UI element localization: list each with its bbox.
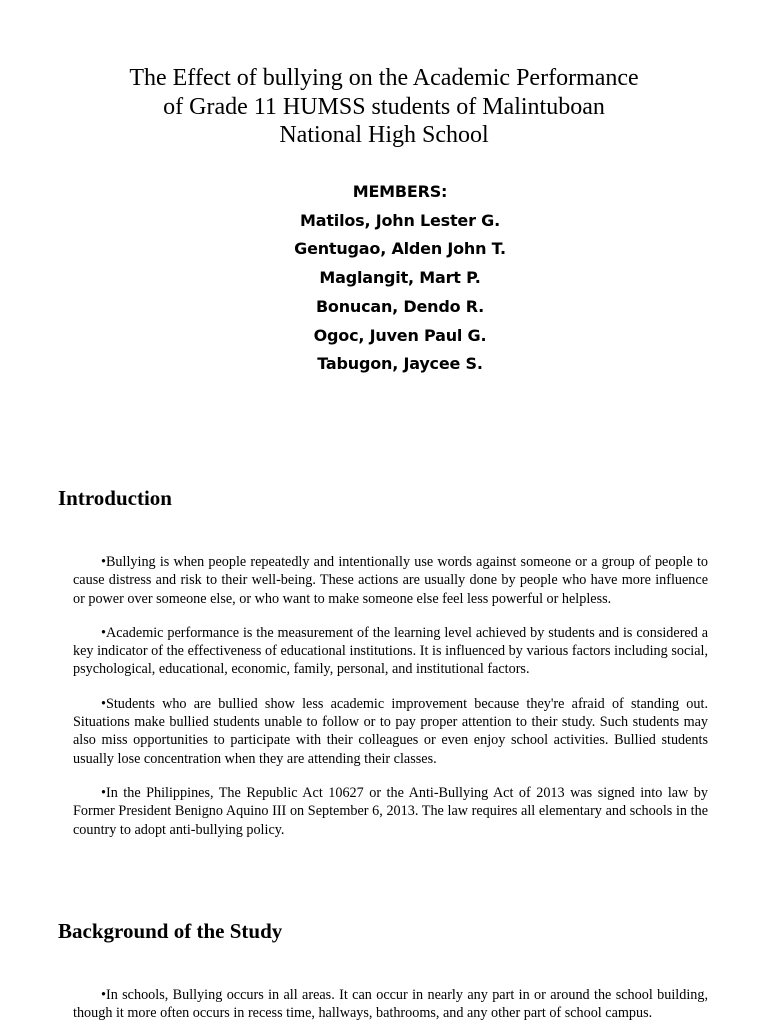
member-name: Bonucan, Dendo R. [315,296,485,316]
title-line: of Grade 11 HUMSS students of Malintuboan [163,93,605,120]
member-name: Tabugon, Jaycee S. [317,354,483,374]
introduction-paragraph: •Academic performance is the measurement of the learning level achieved by students and is considered a key indicator of the effectiveness of educational institutions. It is influenced by various factors including social, psychological, educational, economic, family, personal, and institutional factors. [73,624,708,678]
title-line: National High School [279,122,489,148]
title-line: The Effect of bullying on the Academic Performance [129,65,639,91]
members-list [190,178,610,379]
member-name: Gentugao, Alden John T. [294,239,506,259]
member-name: Ogoc, Juven Paul G. [313,325,487,345]
member-name: Maglangit, Mart P. [319,268,481,288]
introduction-body [73,553,708,855]
introduction-paragraph: •Students who are bullied show less academic improvement because they're afraid of standing out. Situations make bullied students unable to follow or to pay proper attention to their study. Such students may also miss opportunities to participate with their colleagues or even enjoy school activities. Bullied students usually lose concentration when they are attending their classes. [73,695,708,767]
member-name: Matilos, John Lester G. [300,210,500,230]
background-paragraph: •In schools, Bullying occurs in all areas. It can occur in nearly any part in or around the school building, though it more often occurs in recess time, hallways, bathrooms, and any other part of school campus. [73,987,708,1022]
introduction-paragraph: •In the Philippines, The Republic Act 10627 or the Anti-Bullying Act of 2013 was signed into law by Former President Benigno Aquino III on September 6, 2013. The law requires all elementary and schools in the country to adopt anti-bullying policy. [73,784,708,838]
background-heading: Background of the Study [58,919,283,943]
document-title [90,64,678,150]
background-body [73,986,708,1024]
introduction-heading: Introduction [58,486,172,510]
introduction-paragraph: •Bullying is when people repeatedly and intentionally use words against someone or a group of people to cause distress and risk to their well-being. These actions are usually done by people who have more influence or power over someone else, or who want to make someone else feel less powerful or helpless. [73,554,708,607]
members-label: MEMBERS: [352,182,448,201]
